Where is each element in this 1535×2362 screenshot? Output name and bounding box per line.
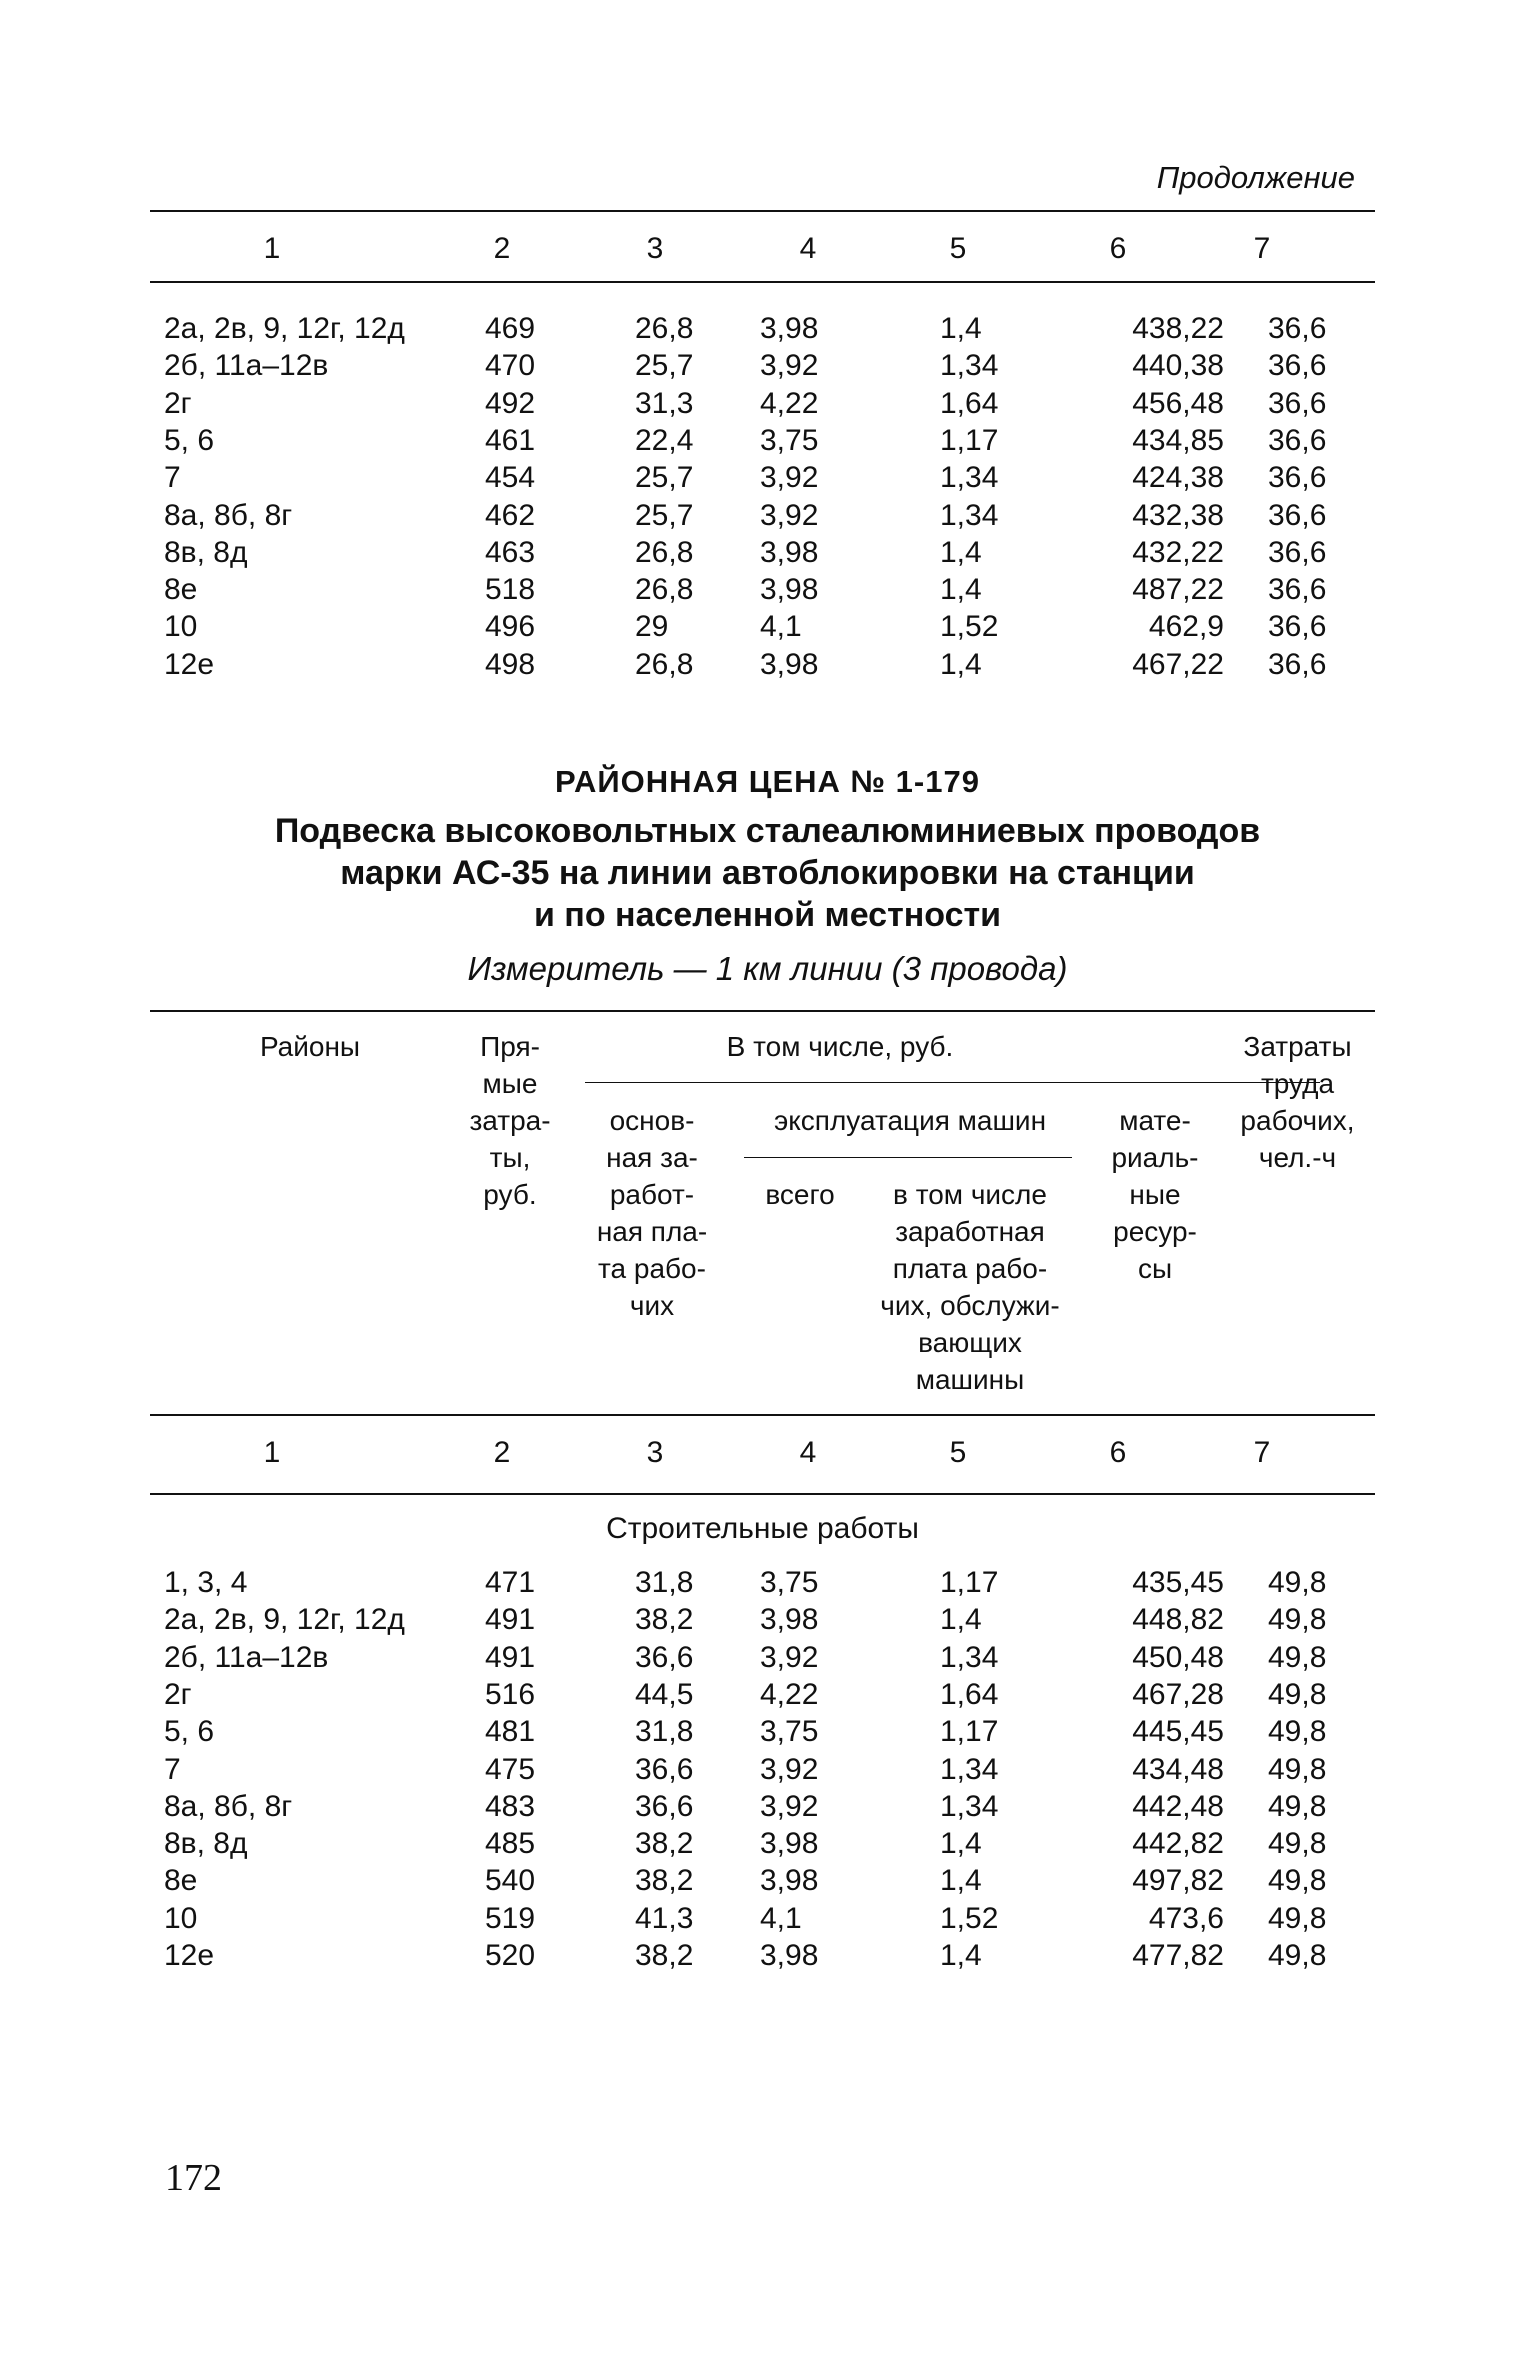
value-cell: 25,7 xyxy=(635,498,694,532)
table-row xyxy=(150,497,1375,534)
header-including: В том числе, руб. xyxy=(726,1031,954,1062)
value-cell: 25,7 xyxy=(635,349,694,383)
value-cell: 41,3 xyxy=(635,1901,694,1935)
value-cell: 3,92 xyxy=(760,461,819,495)
value-cell: 49,8 xyxy=(1268,1603,1327,1637)
value-cell: 1,52 xyxy=(940,1901,999,1935)
value-cell: 3,92 xyxy=(760,498,819,532)
district-cell: 7 xyxy=(164,461,181,495)
district-cell: 7 xyxy=(164,1752,181,1786)
district-cell: 2б, 11а–12в xyxy=(164,349,329,383)
value-cell: 31,8 xyxy=(635,1566,694,1599)
column-number: 2 xyxy=(493,1436,511,1469)
column-number: 5 xyxy=(949,232,967,265)
value-cell: 1,4 xyxy=(940,647,982,681)
value-cell: 38,2 xyxy=(635,1603,694,1637)
column-number: 1 xyxy=(263,232,281,265)
value-cell: 38,2 xyxy=(635,1827,694,1861)
column-number: 4 xyxy=(799,232,817,265)
value-cell: 3,92 xyxy=(760,1789,819,1823)
value-cell: 424,38 xyxy=(1132,461,1224,495)
column-number: 7 xyxy=(1253,1436,1271,1469)
page-number: 172 xyxy=(165,2157,222,2199)
value-cell: 516 xyxy=(485,1677,536,1711)
value-cell: 434,48 xyxy=(1132,1752,1224,1786)
district-cell: 2г xyxy=(164,386,192,420)
value-cell: 442,82 xyxy=(1132,1827,1224,1861)
column-number: 5 xyxy=(949,1436,967,1469)
value-cell: 38,2 xyxy=(635,1864,694,1898)
value-cell: 49,8 xyxy=(1268,1789,1327,1823)
header-direct-costs: Пря- мые затра- ты, руб. xyxy=(469,1031,551,1210)
value-cell: 477,82 xyxy=(1132,1939,1224,1972)
value-cell: 438,22 xyxy=(1132,312,1224,345)
measure-unit: Измеритель — 1 км линии (3 провода) xyxy=(467,950,1068,987)
header-bottom-rule xyxy=(150,1414,1375,1416)
district-cell: 10 xyxy=(164,1901,198,1935)
table-row xyxy=(150,571,1375,608)
district-cell: 8а, 8б, 8г xyxy=(164,498,293,532)
table-row xyxy=(150,1825,1375,1862)
value-cell: 3,98 xyxy=(760,1939,819,1972)
header-total: всего xyxy=(765,1179,835,1210)
value-cell: 1,34 xyxy=(940,1640,999,1674)
value-cell: 1,17 xyxy=(940,1715,999,1749)
column-number: 6 xyxy=(1109,1436,1127,1469)
value-cell: 49,8 xyxy=(1268,1752,1327,1786)
value-cell: 475 xyxy=(485,1752,536,1786)
value-cell: 36,6 xyxy=(635,1789,694,1823)
value-cell: 467,28 xyxy=(1132,1677,1224,1711)
value-cell: 467,22 xyxy=(1132,647,1224,681)
value-cell: 432,22 xyxy=(1132,535,1224,569)
value-cell: 3,92 xyxy=(760,1752,819,1786)
table-row xyxy=(150,646,1375,683)
column-number-row xyxy=(150,230,1375,267)
value-cell: 1,52 xyxy=(940,610,999,644)
value-cell: 4,22 xyxy=(760,386,819,420)
value-cell: 49,8 xyxy=(1268,1864,1327,1898)
value-cell: 1,34 xyxy=(940,349,999,383)
value-cell: 1,4 xyxy=(940,1827,982,1861)
value-cell: 456,48 xyxy=(1132,386,1224,420)
value-cell: 3,75 xyxy=(760,1715,819,1749)
value-cell: 491 xyxy=(485,1640,536,1674)
value-cell: 22,4 xyxy=(635,423,694,457)
column-number: 3 xyxy=(646,232,664,265)
value-cell: 483 xyxy=(485,1789,536,1823)
value-cell: 3,98 xyxy=(760,1827,819,1861)
value-cell: 36,6 xyxy=(635,1640,694,1674)
value-cell: 519 xyxy=(485,1901,536,1935)
value-cell: 36,6 xyxy=(1268,461,1327,495)
value-cell: 26,8 xyxy=(635,573,694,607)
value-cell: 29 xyxy=(635,610,669,644)
value-cell: 435,45 xyxy=(1132,1566,1224,1599)
value-cell: 1,4 xyxy=(940,573,982,607)
value-cell: 3,75 xyxy=(760,1566,819,1599)
district-cell: 5, 6 xyxy=(164,423,215,457)
value-cell: 49,8 xyxy=(1268,1640,1327,1674)
table-row xyxy=(150,1676,1375,1713)
value-cell: 462 xyxy=(485,498,536,532)
table-row xyxy=(150,310,1375,347)
header-including-rule xyxy=(585,1082,1320,1083)
value-cell: 462,9 xyxy=(1148,610,1224,644)
value-cell: 492 xyxy=(485,386,536,420)
value-cell: 1,17 xyxy=(940,423,999,457)
value-cell: 498 xyxy=(485,647,536,681)
value-cell: 36,6 xyxy=(1268,423,1327,457)
value-cell: 448,82 xyxy=(1132,1603,1224,1637)
value-cell: 49,8 xyxy=(1268,1566,1327,1599)
value-cell: 49,8 xyxy=(1268,1677,1327,1711)
district-cell: 8в, 8д xyxy=(164,1827,248,1861)
value-cell: 518 xyxy=(485,573,536,607)
value-cell: 497,82 xyxy=(1132,1864,1224,1898)
table-row xyxy=(150,347,1375,384)
district-cell: 8е xyxy=(164,1864,198,1898)
value-cell: 26,8 xyxy=(635,312,694,345)
section-title-line: и по населенной местности xyxy=(533,896,1002,934)
value-cell: 26,8 xyxy=(635,535,694,569)
table-row xyxy=(150,1788,1375,1825)
value-cell: 31,8 xyxy=(635,1715,694,1749)
value-cell: 1,4 xyxy=(940,312,982,345)
value-cell: 49,8 xyxy=(1268,1901,1327,1935)
value-cell: 36,6 xyxy=(1268,498,1327,532)
table-row xyxy=(150,459,1375,496)
value-cell: 4,22 xyxy=(760,1677,819,1711)
value-cell: 3,98 xyxy=(760,535,819,569)
value-cell: 445,45 xyxy=(1132,1715,1224,1749)
value-cell: 3,75 xyxy=(760,423,819,457)
district-cell: 2б, 11а–12в xyxy=(164,1640,329,1674)
value-cell: 1,4 xyxy=(940,1939,982,1972)
table-row xyxy=(150,385,1375,422)
value-cell: 1,17 xyxy=(940,1566,999,1599)
value-cell: 3,98 xyxy=(760,647,819,681)
value-cell: 434,85 xyxy=(1132,423,1224,457)
column-number: 1 xyxy=(263,1436,281,1469)
table-row xyxy=(150,422,1375,459)
value-cell: 450,48 xyxy=(1132,1640,1224,1674)
header-incl-wage: в том числе заработная плата рабо- чих, обслужи- вающих машины xyxy=(880,1179,1060,1395)
value-cell: 3,98 xyxy=(760,1864,819,1898)
value-cell: 4,1 xyxy=(760,1901,802,1935)
district-cell: 1, 3, 4 xyxy=(164,1566,248,1599)
value-cell: 470 xyxy=(485,349,536,383)
district-cell: 2а, 2в, 9, 12г, 12д xyxy=(164,312,405,345)
main-table xyxy=(150,1010,1375,2020)
section-title-line: марки АС-35 на линии автоблокировки на станции xyxy=(340,854,1195,892)
value-cell: 520 xyxy=(485,1939,536,1972)
table-row xyxy=(150,1751,1375,1788)
district-cell: 8а, 8б, 8г xyxy=(164,1789,293,1823)
value-cell: 25,7 xyxy=(635,461,694,495)
value-cell: 1,4 xyxy=(940,535,982,569)
value-cell: 1,34 xyxy=(940,498,999,532)
value-cell: 485 xyxy=(485,1827,536,1861)
value-cell: 491 xyxy=(485,1603,536,1637)
value-cell: 44,5 xyxy=(635,1677,694,1711)
table-row xyxy=(150,1862,1375,1899)
table-row xyxy=(150,1713,1375,1750)
header-districts: Районы xyxy=(259,1031,361,1062)
column-number-rule xyxy=(150,1493,1375,1495)
value-cell: 481 xyxy=(485,1715,536,1749)
column-number: 7 xyxy=(1253,232,1271,265)
column-number-row xyxy=(150,1434,1375,1471)
table-row xyxy=(150,1601,1375,1638)
district-cell: 10 xyxy=(164,610,198,644)
column-number: 3 xyxy=(646,1436,664,1469)
header-machine-rule xyxy=(744,1157,1072,1158)
value-cell: 36,6 xyxy=(1268,386,1327,420)
column-number-rule xyxy=(150,281,1375,283)
value-cell: 1,34 xyxy=(940,461,999,495)
column-number: 4 xyxy=(799,1436,817,1469)
value-cell: 461 xyxy=(485,423,536,457)
district-cell: 5, 6 xyxy=(164,1715,215,1749)
value-cell: 31,3 xyxy=(635,386,694,420)
value-cell: 463 xyxy=(485,535,536,569)
value-cell: 3,98 xyxy=(760,312,819,345)
value-cell: 3,92 xyxy=(760,1640,819,1674)
table-row xyxy=(150,1564,1375,1601)
value-cell: 471 xyxy=(485,1566,536,1599)
value-cell: 1,4 xyxy=(940,1864,982,1898)
section-title-line: Подвеска высоковольтных сталеалюминиевых проводов xyxy=(274,812,1261,850)
table-row xyxy=(150,1900,1375,1937)
header-machine-operation: эксплуатация машин xyxy=(773,1105,1047,1136)
continued-table xyxy=(150,208,1375,688)
value-cell: 1,64 xyxy=(940,386,999,420)
value-cell: 469 xyxy=(485,312,536,345)
table-row xyxy=(150,1937,1375,1974)
table-row xyxy=(150,534,1375,571)
continuation-label: Продолжение xyxy=(1156,160,1355,195)
value-cell: 49,8 xyxy=(1268,1715,1327,1749)
district-cell: 8в, 8д xyxy=(164,535,248,569)
value-cell: 442,48 xyxy=(1132,1789,1224,1823)
district-cell: 12е xyxy=(164,647,215,681)
table-row xyxy=(150,608,1375,645)
value-cell: 1,4 xyxy=(940,1603,982,1637)
value-cell: 36,6 xyxy=(635,1752,694,1786)
value-cell: 4,1 xyxy=(760,610,802,644)
district-cell: 2а, 2в, 9, 12г, 12д xyxy=(164,1603,405,1637)
value-cell: 487,22 xyxy=(1132,573,1224,607)
value-cell: 3,98 xyxy=(760,1603,819,1637)
header-labor: Затраты труда рабочих, чел.-ч xyxy=(1240,1031,1355,1173)
header-base-wage: основ- ная за- работ- ная пла- та рабо- чих xyxy=(596,1105,708,1321)
table-top-rule xyxy=(150,1010,1375,1012)
value-cell: 440,38 xyxy=(1132,349,1224,383)
value-cell: 36,6 xyxy=(1268,610,1327,644)
column-number: 2 xyxy=(493,232,511,265)
value-cell: 49,8 xyxy=(1268,1939,1327,1972)
district-price-number: РАЙОННАЯ ЦЕНА № 1-179 xyxy=(555,764,980,799)
group-title: Строительные работы xyxy=(606,1512,919,1545)
value-cell: 3,92 xyxy=(760,349,819,383)
value-cell: 1,64 xyxy=(940,1677,999,1711)
value-cell: 36,6 xyxy=(1268,647,1327,681)
value-cell: 38,2 xyxy=(635,1939,694,1972)
value-cell: 3,98 xyxy=(760,573,819,607)
district-cell: 12е xyxy=(164,1939,215,1972)
value-cell: 540 xyxy=(485,1864,536,1898)
value-cell: 36,6 xyxy=(1268,535,1327,569)
value-cell: 496 xyxy=(485,610,536,644)
column-number: 6 xyxy=(1109,232,1127,265)
table-row xyxy=(150,1639,1375,1676)
district-cell: 8е xyxy=(164,573,198,607)
value-cell: 473,6 xyxy=(1148,1901,1224,1935)
value-cell: 36,6 xyxy=(1268,573,1327,607)
district-cell: 2г xyxy=(164,1677,192,1711)
value-cell: 36,6 xyxy=(1268,349,1327,383)
value-cell: 36,6 xyxy=(1268,312,1327,345)
header-materials: мате- риаль- ные ресур- сы xyxy=(1111,1105,1199,1284)
value-cell: 454 xyxy=(485,461,536,495)
value-cell: 1,34 xyxy=(940,1752,999,1786)
value-cell: 1,34 xyxy=(940,1789,999,1823)
table-top-rule xyxy=(150,210,1375,212)
value-cell: 49,8 xyxy=(1268,1827,1327,1861)
value-cell: 432,38 xyxy=(1132,498,1224,532)
value-cell: 26,8 xyxy=(635,647,694,681)
